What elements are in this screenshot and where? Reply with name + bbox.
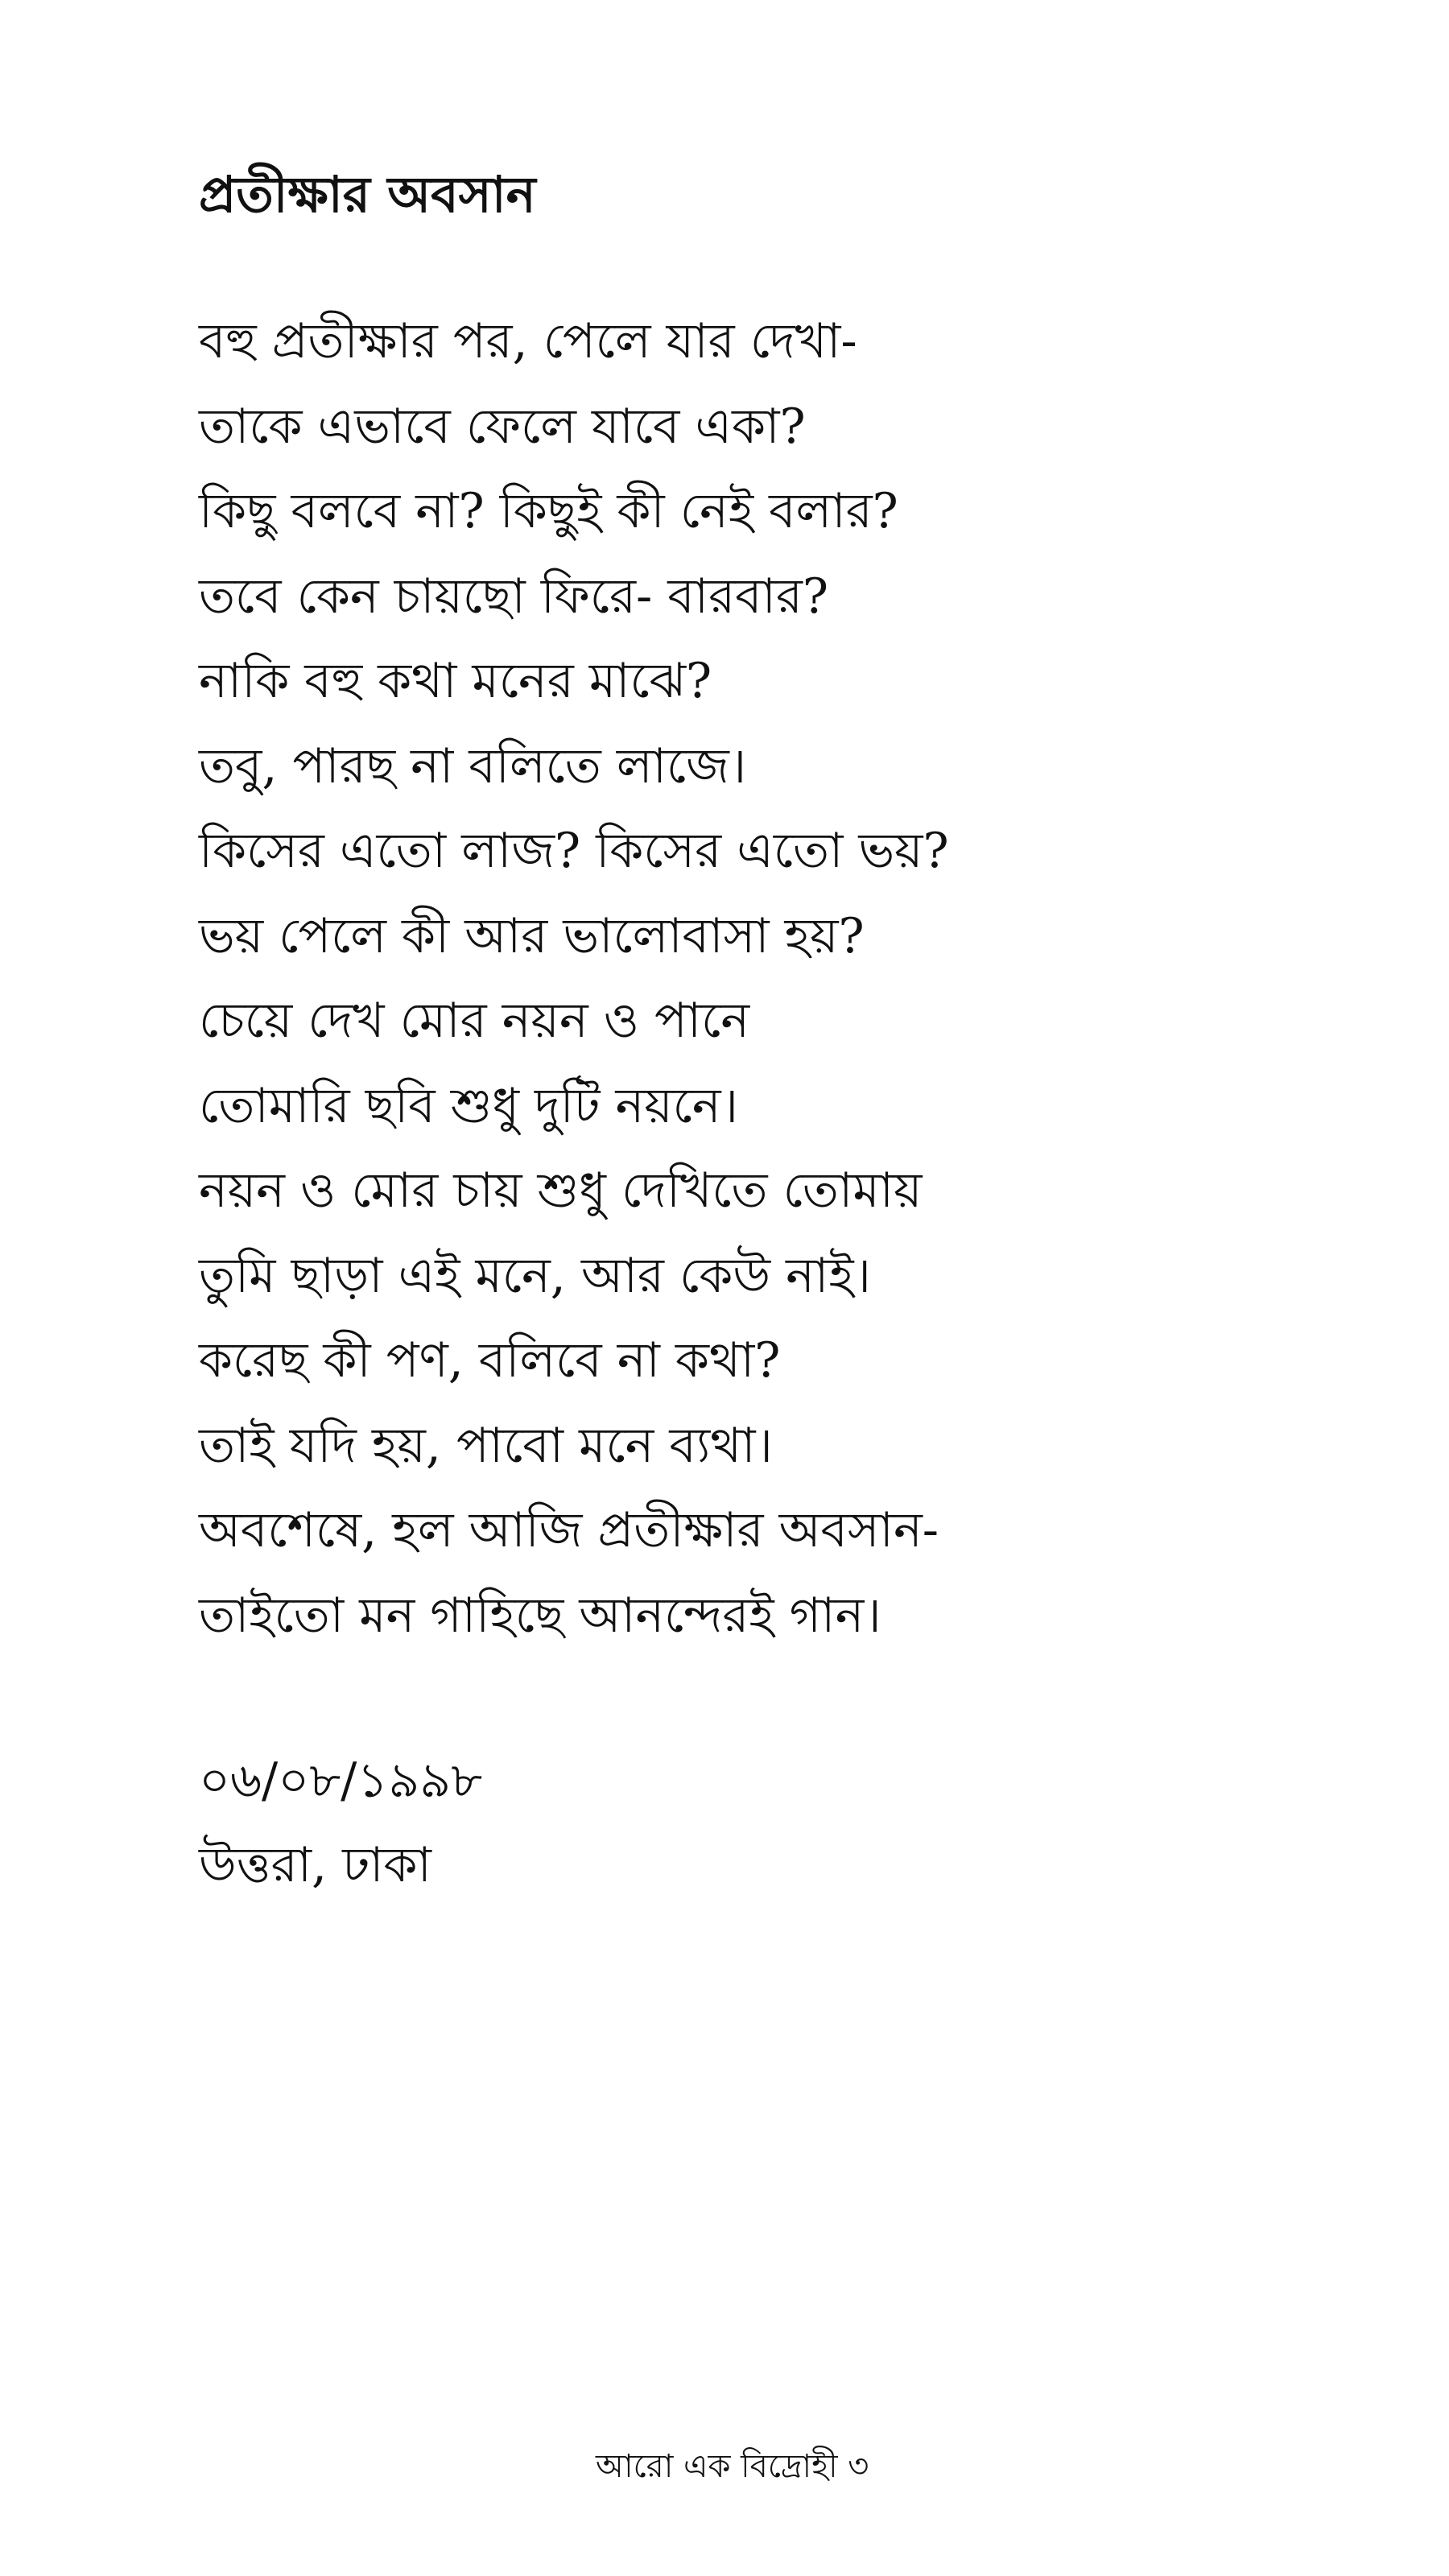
poem-line: তবু, পারছ না বলিতে লাজে। (199, 737, 747, 795)
poem-date: ০৬/০৮/১৯৯৮ (199, 1752, 483, 1809)
poem-line: নাকি বহু কথা মনের মাঝে? (199, 653, 712, 709)
poem-line: কিসের এতো লাজ? কিসের এতো ভয়? (199, 823, 949, 879)
poem-signature (199, 1739, 482, 1908)
poem-body (199, 299, 949, 1658)
poem-line: তাইতো মন গাহিছে আনন্দেরই গান। (199, 1587, 881, 1644)
poem-line: করেছ কী পণ, বলিবে না কথা? (199, 1332, 781, 1389)
poem-line: তবে কেন চায়ছো ফিরে- বারবার? (199, 568, 829, 625)
poem-line: চেয়ে দেখ মোর নয়ন ও পানে (199, 993, 750, 1049)
poem-line: তোমারি ছবি শুধু দুটি নয়নে। (199, 1077, 739, 1134)
page-footer: আরো এক বিদ্রোহী ৩ (596, 2448, 869, 2485)
poem-line: তাকে এভাবে ফেলে যাবে একা? (199, 398, 806, 455)
poem-place: উত্তরা, ঢাকা (199, 1837, 431, 1893)
poem-title: প্রতীক্ষার অবসান (199, 165, 536, 224)
poem-line: অবশেষে, হল আজি প্রতীক্ষার অবসান- (199, 1502, 939, 1558)
poem-line: ভয় পেলে কী আর ভালোবাসা হয়? (199, 907, 865, 964)
poem-line: কিছু বলবে না? কিছুই কী নেই বলার? (199, 483, 898, 539)
poem-line: নয়ন ও মোর চায় শুধু দেখিতে তোমায় (199, 1162, 923, 1219)
poem-line: তাই যদি হয়, পাবো মনে ব্যথা। (199, 1417, 773, 1474)
poem-line: তুমি ছাড়া এই মনে, আর কেউ নাই। (199, 1247, 872, 1304)
poem-line: বহু প্রতীক্ষার পর, পেলে যার দেখা- (199, 313, 857, 369)
